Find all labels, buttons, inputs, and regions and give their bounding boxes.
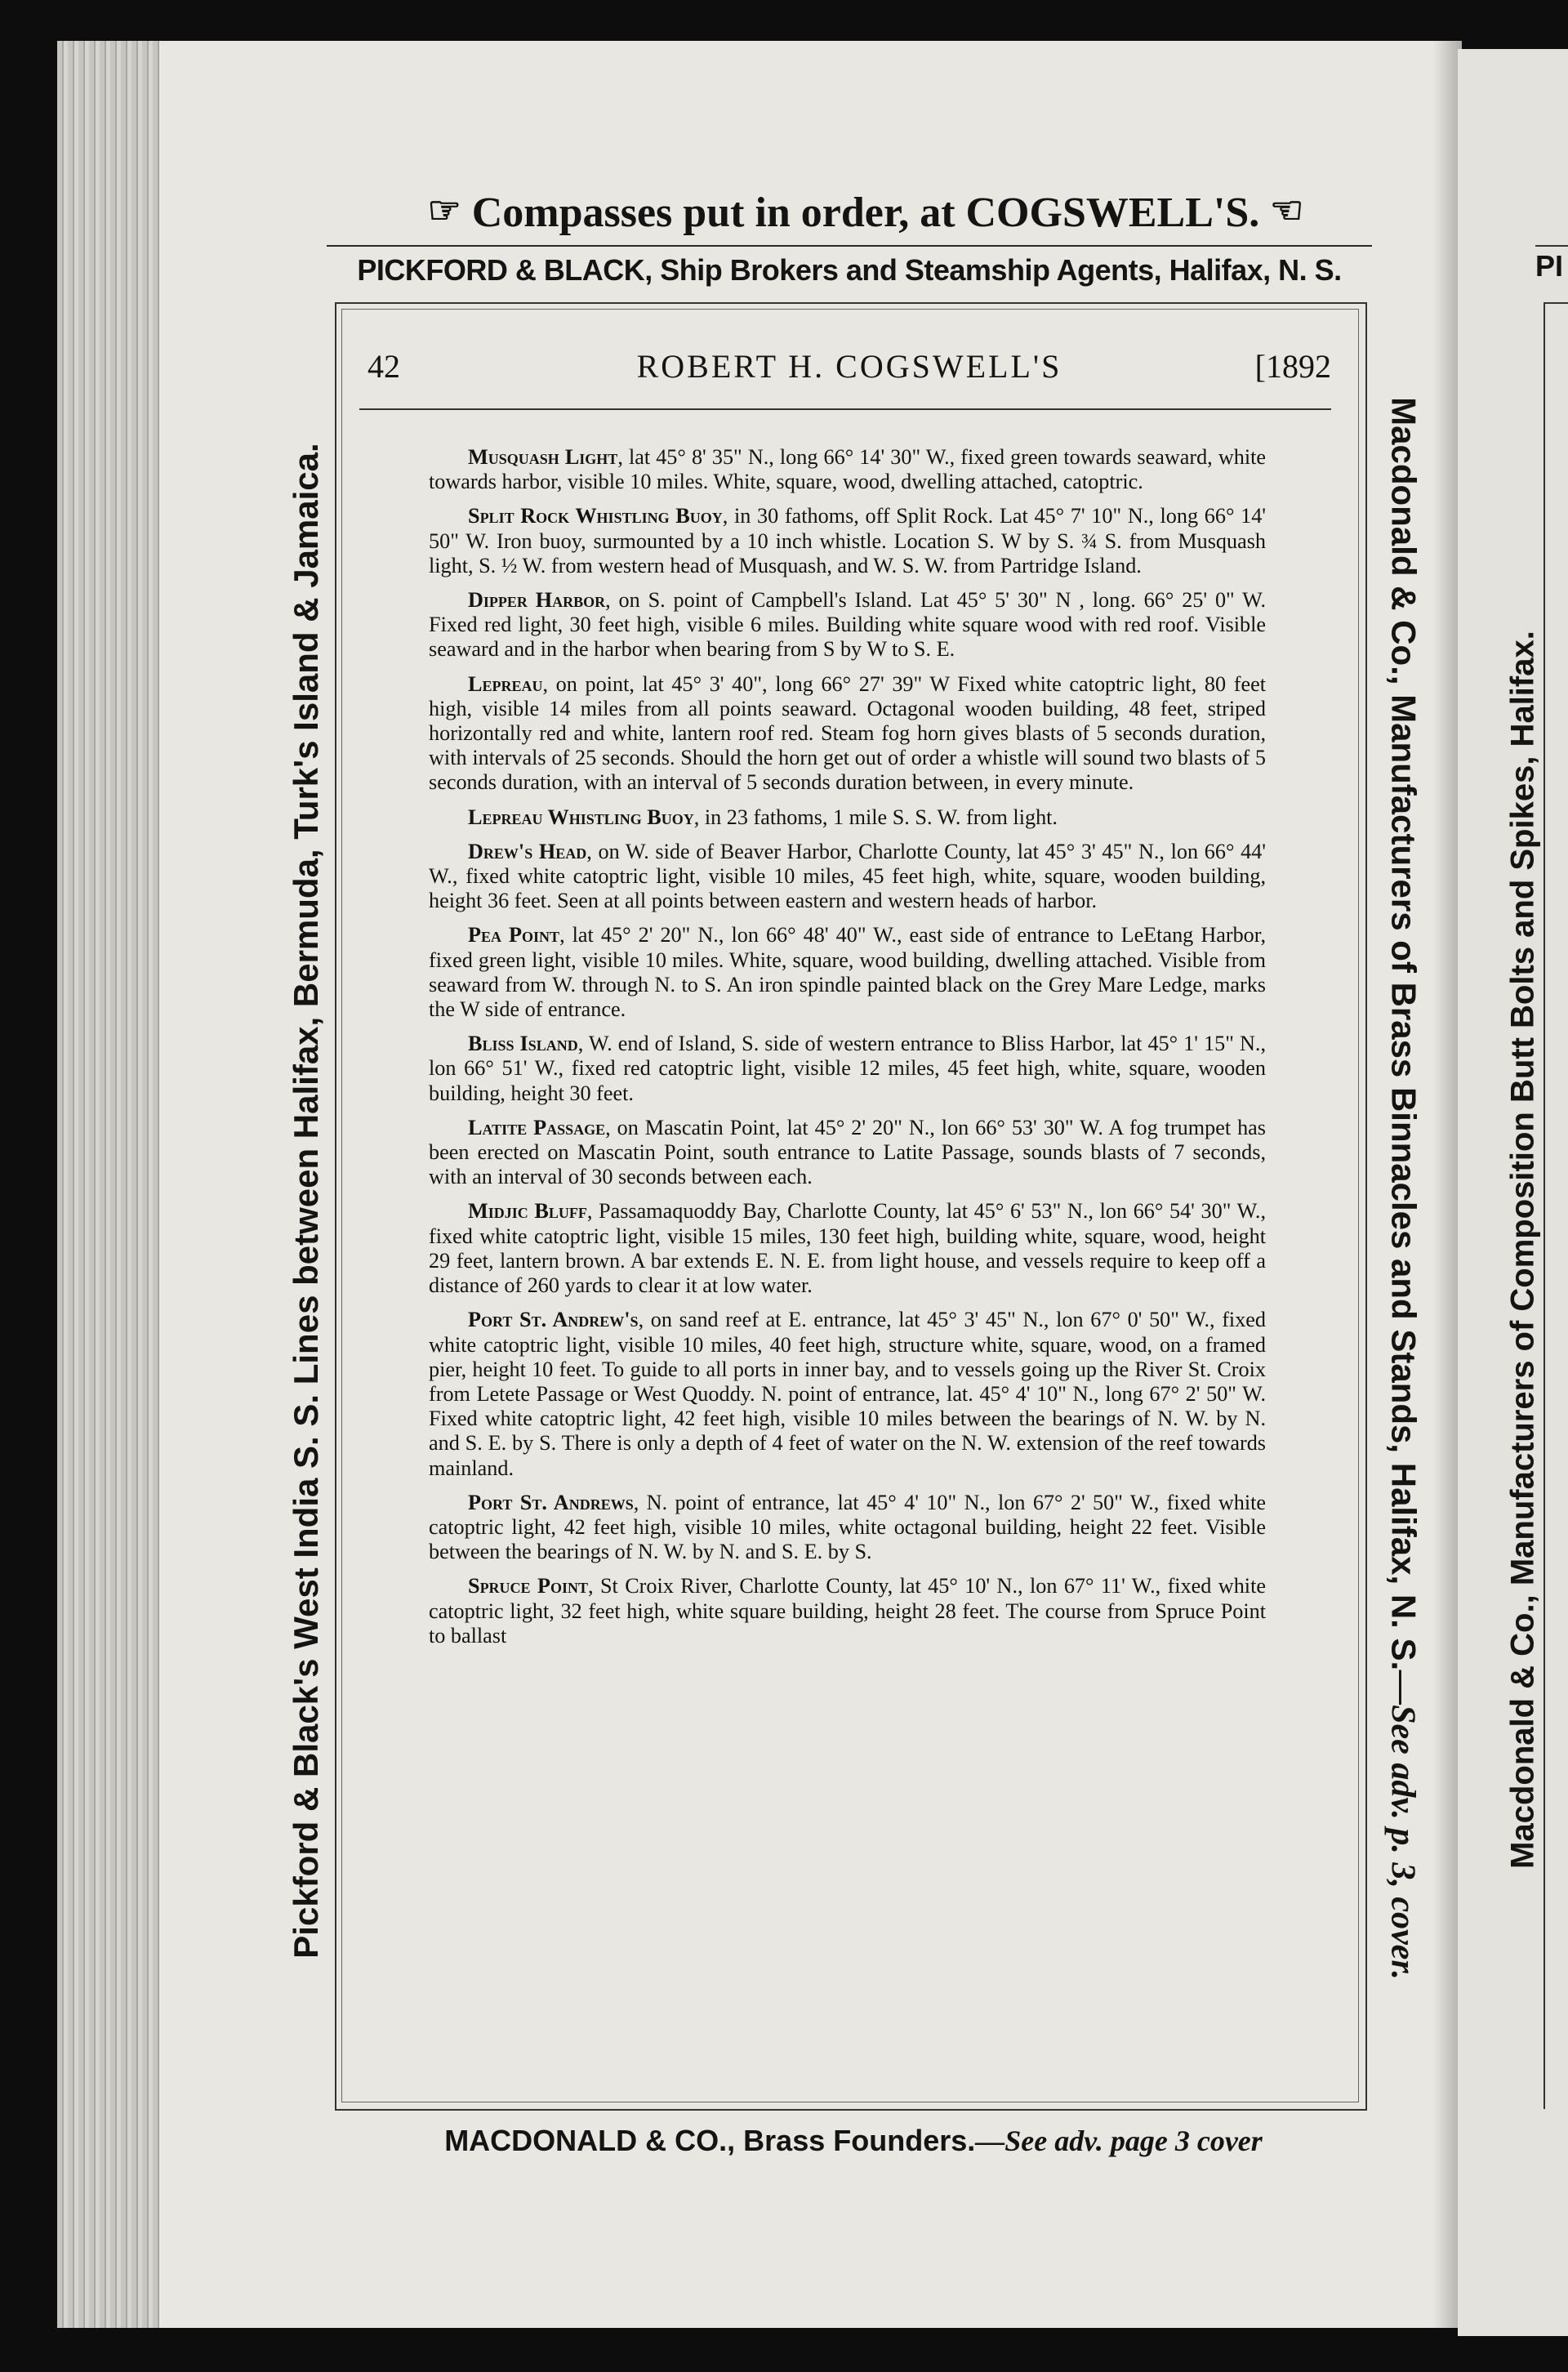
entry-name: Lepreau Whistling Buoy — [468, 805, 694, 829]
running-head-rule — [359, 408, 1331, 410]
pointing-hand-right-icon: ☞ — [1270, 189, 1304, 231]
entry-text: , on W. side of Beaver Harbor, Charlotte County, lat 45° 3' 45" N., lon 66° 44' W., fixed white catoptric light, visible 10 miles, 45 feet high, white, square, wooden building, height 36 feet. Seen at all points between eastern and western heads of harbor. — [429, 839, 1267, 913]
macdonald-footer — [384, 2124, 1323, 2158]
adjacent-page-frame — [1544, 302, 1568, 2109]
running-head — [368, 347, 1331, 388]
adjacent-page-header: PI — [1535, 249, 1564, 283]
entry-spruce-point — [429, 1574, 1266, 1648]
pointing-hand-left-icon: ☞ — [427, 189, 461, 231]
footer-main: MACDONALD & CO., Brass Founders. — [444, 2124, 976, 2157]
entry-text: , lat 45° 8' 35" N., long 66° 14' 30" W., fixed green towards seaward, white towards harbor, visible 10 miles. White, square, wood, dwelling attached, catoptric. — [429, 445, 1266, 494]
entry-name: Port St. Andrews — [468, 1490, 634, 1514]
entry-text: , in 23 fathoms, 1 mile S. S. W. from light. — [693, 805, 1058, 829]
entry-name: Bliss Island — [468, 1032, 578, 1056]
entry-pea-point — [429, 923, 1266, 1022]
entry-split-rock-buoy — [429, 504, 1266, 578]
entry-dipper-harbor — [429, 588, 1266, 662]
entry-name: Split Rock Whistling Buoy — [468, 504, 723, 528]
adjacent-page-margin-ad: Macdonald & Co., Manufacturers of Composition Butt Bolts and Spikes, Halifax. — [1504, 631, 1541, 1869]
entry-text: , in 30 fathoms, off Split Rock. Lat 45° 7' 10" N., long 66° 14' 50" W. Iron buoy, surmounted by a 10 inch whistle. Location S. W by S. ¾ S. from Musquash light, S. ½ W. from western head of Musquash, and W. S. W. from Partridge Island. — [429, 504, 1267, 577]
entry-port-st-andrews-reef — [429, 1308, 1266, 1480]
entry-musquash-light — [429, 445, 1266, 494]
entry-bliss-island — [429, 1032, 1266, 1106]
page-number: 42 — [368, 348, 400, 385]
entry-midjic-bluff — [429, 1199, 1266, 1298]
entry-text: , lat 45° 2' 20" N., lon 66° 48' 40" W., east side of entrance to LeEtang Harbor, fixed green light, visible 10 miles. White, square, wood building, dwelling attached. Visible from seaward from W. through N. to S. An iron spindle painted black on the Grey Mare Ledge, marks the W side of entrance. — [429, 923, 1266, 1022]
pickford-header-line: PICKFORD & BLACK, Ship Brokers and Steamship Agents, Halifax, N. S. — [357, 253, 1342, 287]
right-margin-ad-text: Macdonald & Co., Manufacturers of Brass Binnacles and Stands, Halifax, N. S. — [1384, 397, 1423, 1671]
entry-text: , on S. point of Campbell's Island. Lat 45° 5' 30" N , long. 66° 25' 0" W. Fixed red light, 30 feet high, visible 6 miles. Building white square wood with red roof. Visible seaward and in the harbor when bearing from S by W to S. E. — [429, 588, 1266, 662]
entry-name: Latite Passage — [468, 1115, 606, 1139]
compasses-banner — [327, 188, 1405, 237]
left-margin-ad: Pickford & Black's West India S. S. Lines between Halifax, Bermuda, Turk's Island & Jamaica. — [287, 443, 325, 1959]
banner-rule — [327, 245, 1372, 247]
entry-latite-passage — [429, 1116, 1266, 1190]
entry-text: , on point, lat 45° 3' 40", long 66° 27' 39" W Fixed white catoptric light, 80 feet high, visible 14 miles from all points seaward. Octagonal wooden building, 48 feet, striped horizontally red and white, lantern roof red. Steam fog horn gives blasts of 5 seconds duration, with intervals of 25 seconds. Should the horn get out of order a whistle will sound two blasts of 5 seconds duration, with an interval of 5 seconds duration between, in every minute. — [429, 671, 1266, 795]
adjacent-page-rule — [1535, 245, 1568, 247]
footer-see-adv: —See adv. page 3 cover — [975, 2125, 1263, 2157]
entry-name: Musquash Light — [468, 445, 618, 469]
entry-text: , W. end of Island, S. side of western entrance to Bliss Harbor, lat 45° 1' 15" N., lon 66° 51' W., fixed red catoptric light, visible 12 miles, 45 feet high, white, square, wooden building, height 30 feet. — [429, 1032, 1266, 1105]
entry-text: , Passamaquoddy Bay, Charlotte County, lat 45° 6' 53" N., lon 66° 54' 30" W., fixed white catoptric light, visible 15 miles, 130 feet high, building white, square, wood, height 29 feet, lantern brown. A bar extends E. N. E. from light house, and vessels require to keep off a distance of 260 yards to clear it at low water. — [429, 1199, 1267, 1298]
entry-drews-head — [429, 840, 1266, 914]
entry-lepreau — [429, 672, 1266, 796]
entry-port-st-andrews-point — [429, 1491, 1266, 1565]
entry-name: Lepreau — [468, 671, 543, 696]
running-year: [1892 — [1254, 348, 1331, 385]
entry-text: , St Croix River, Charlotte County, lat 45° 10' N., lon 67° 11' W., fixed white catoptric light, 32 feet high, white square building, height 28 feet. The course from Spruce Point to ballast — [429, 1574, 1266, 1647]
entry-name: Pea Point — [468, 923, 560, 947]
right-margin-ad-see-adv: —See adv. p. 3, cover. — [1383, 1670, 1422, 1980]
entry-lepreau-buoy — [429, 805, 1266, 830]
entry-text: , on Mascatin Point, lat 45° 2' 20" N., lon 66° 53' 30" W. A fog trumpet has been erected on Mascatin Point, south entrance to Latite Passage, sounds blasts of 7 seconds, with an interval of 30 seconds between each. — [429, 1115, 1267, 1189]
entry-name: Drew's Head — [468, 839, 587, 863]
page-fore-edge — [57, 41, 159, 2328]
entry-text: , on sand reef at E. entrance, lat 45° 3' 45" N., lon 67° 0' 50" W., fixed white catoptric light, visible 10 miles, 40 feet high, structure white, square, wood, on a framed pier, height 10 feet. To guide to all ports in inner bay, and to vessels going up the River St. Croix from Letete Passage or West Quoddy. N. point of entrance, lat. 45° 4' 10" N., long 67° 2' 50" W. Fixed white catoptric light, 42 feet high, visible 10 miles between the bearings of N. W. by N. and S. E. by S. There is only a depth of 4 feet of water on the N. W. extension of the reef towards mainland. — [429, 1308, 1267, 1480]
entry-name: Dipper Harbor — [468, 588, 606, 613]
lighthouse-entries — [429, 445, 1266, 1658]
running-title: ROBERT H. COGSWELL'S — [636, 348, 1062, 385]
compasses-banner-text: Compasses put in order, at COGSWELL'S. — [471, 189, 1260, 236]
entry-name: Midjic Bluff — [468, 1199, 587, 1224]
entry-text: , N. point of entrance, lat 45° 4' 10" N., lon 67° 2' 50" W., fixed white catoptric light, 42 feet high, visible 10 miles, white octagonal building, height 22 feet. Visible between the bearings of N. W. by N. and S. E. by S. — [429, 1490, 1266, 1564]
entry-name: Port St. Andrew's — [468, 1308, 639, 1332]
right-margin-ad — [1383, 208, 1423, 2169]
entry-name: Spruce Point — [468, 1574, 588, 1598]
